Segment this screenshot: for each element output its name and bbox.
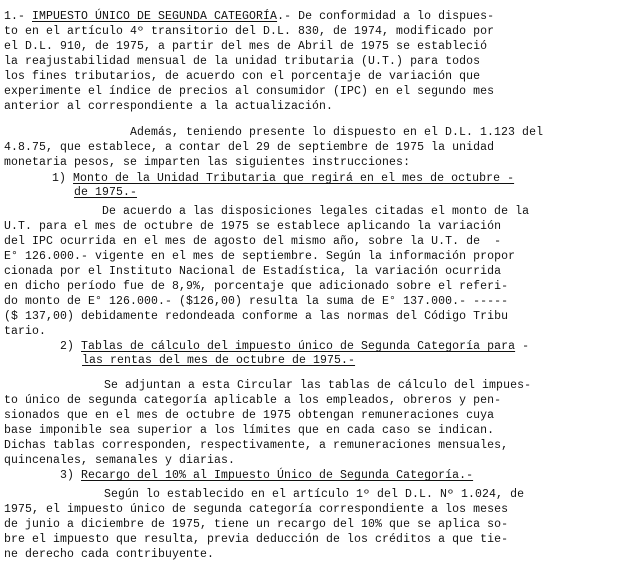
item-3-body-line: bre el impuesto que resulta, previa deducción de los créditos a que tie- xyxy=(4,533,509,546)
section-1-title: IMPUESTO ÚNICO DE SEGUNDA CATEGORÍA xyxy=(32,10,278,23)
intro-line: Además, teniendo presente lo dispuesto en el D.L. 1.123 del xyxy=(130,126,544,139)
item-2-body-line: base imponible sea superior a los límites que en cada caso se indican. xyxy=(4,424,495,437)
item-2-heading xyxy=(60,340,529,354)
item-1-body-line: en dicho período fue de 8,9%, porcentaje que adicionado sobre el referi- xyxy=(4,280,509,293)
item-1-heading xyxy=(52,172,514,186)
section-1-line: la reajustabilidad mensual de la unidad tributaria (U.T.) para todos xyxy=(4,55,481,68)
item-2-body-line: to único de segunda categoría aplicable a los empleados, obreros y pen- xyxy=(4,394,502,407)
item-3-title: Recargo del 10% al Impuesto Único de Segunda Categoría.- xyxy=(81,469,474,482)
item-1-title-cont: de 1975.- xyxy=(74,186,138,199)
section-number: 1.- xyxy=(4,10,33,23)
item-2-body-line: Dichas tablas corresponden, respectivamente, a remuneraciones mensuales, xyxy=(4,439,509,452)
item-1-body-line: tario. xyxy=(4,325,47,338)
item-2-body-line: quincenales, semanales y diarias. xyxy=(4,454,236,467)
item-2-body-line: sionados que en el mes de octubre de 1975 obtengan remuneraciones cuya xyxy=(4,409,495,422)
intro-line: 4.8.75, que establece, a contar del 29 de septiembre de 1975 la unidad xyxy=(4,141,495,154)
item-3-body-line: de junio a diciembre de 1975, tiene un recargo del 10% que se aplica so- xyxy=(4,518,509,531)
section-1-line: el D.L. 910, de 1975, a partir del mes de Abril de 1975 se estableció xyxy=(4,40,488,53)
section-1-line: los fines tributarios, de acuerdo con el porcentaje de variación que xyxy=(4,70,481,83)
item-1-body-line: De acuerdo a las disposiciones legales citadas el monto de la xyxy=(102,205,530,218)
item-3-body-line: Según lo establecido en el artículo 1º del D.L. Nº 1.024, de xyxy=(104,488,525,501)
item-1-body-line: do monto de E° 126.000.- ($126,00) resulta la suma de E° 137.000.- ----- xyxy=(4,295,509,308)
section-1-line: to en el artículo 4º transitorio del D.L. 830, de 1974, modificado por xyxy=(4,25,495,38)
section-1-line: anterior al correspondiente a la actualización. xyxy=(4,100,334,113)
item-3-body-line: 1975, el impuesto único de segunda categoría correspondiente a los meses xyxy=(4,503,509,516)
section-1-line-0-rest: .- De conformidad a lo dispues- xyxy=(277,10,495,23)
section-1-heading-line xyxy=(4,10,494,24)
item-3-body-line: ne derecho cada contribuyente. xyxy=(4,548,215,561)
item-1-body-line: cionada por el Instituto Nacional de Estadística, la variación ocurrida xyxy=(4,265,502,278)
item-1-number: 1) xyxy=(52,172,74,185)
item-1-body-line: ($ 137,00) debidamente redondeada conforme a las normas del Código Tribu xyxy=(4,310,509,323)
item-3-number: 3) xyxy=(60,469,82,482)
item-2-title: Tablas de cálculo del impuesto único de Segunda Categoría para xyxy=(81,340,516,353)
item-2-title-dash: - xyxy=(515,340,530,353)
item-1-body-line: U.T. para el mes de octubre de 1975 se establece aplicando la variación xyxy=(4,220,502,233)
item-1-body-line: del IPC ocurrida en el mes de agosto del mismo año, sobre la U.T. de - xyxy=(4,235,502,248)
item-2-title-cont: las rentas del mes de octubre de 1975.- xyxy=(82,354,356,367)
section-1-line: experimente el índice de precios al consumidor (IPC) en el segundo mes xyxy=(4,85,495,98)
item-3-heading xyxy=(60,469,473,483)
item-1-title: Monto de la Unidad Tributaria que regirá en el mes de octubre - xyxy=(73,172,515,185)
intro-line: monetaria pesos, se imparten las siguientes instrucciones: xyxy=(4,156,411,169)
item-2-body-line: Se adjuntan a esta Circular las tablas de cálculo del impues- xyxy=(104,379,532,392)
item-2-number: 2) xyxy=(60,340,82,353)
item-1-body-line: E° 126.000.- vigente en el mes de septiembre. Según la información propor xyxy=(4,250,516,263)
